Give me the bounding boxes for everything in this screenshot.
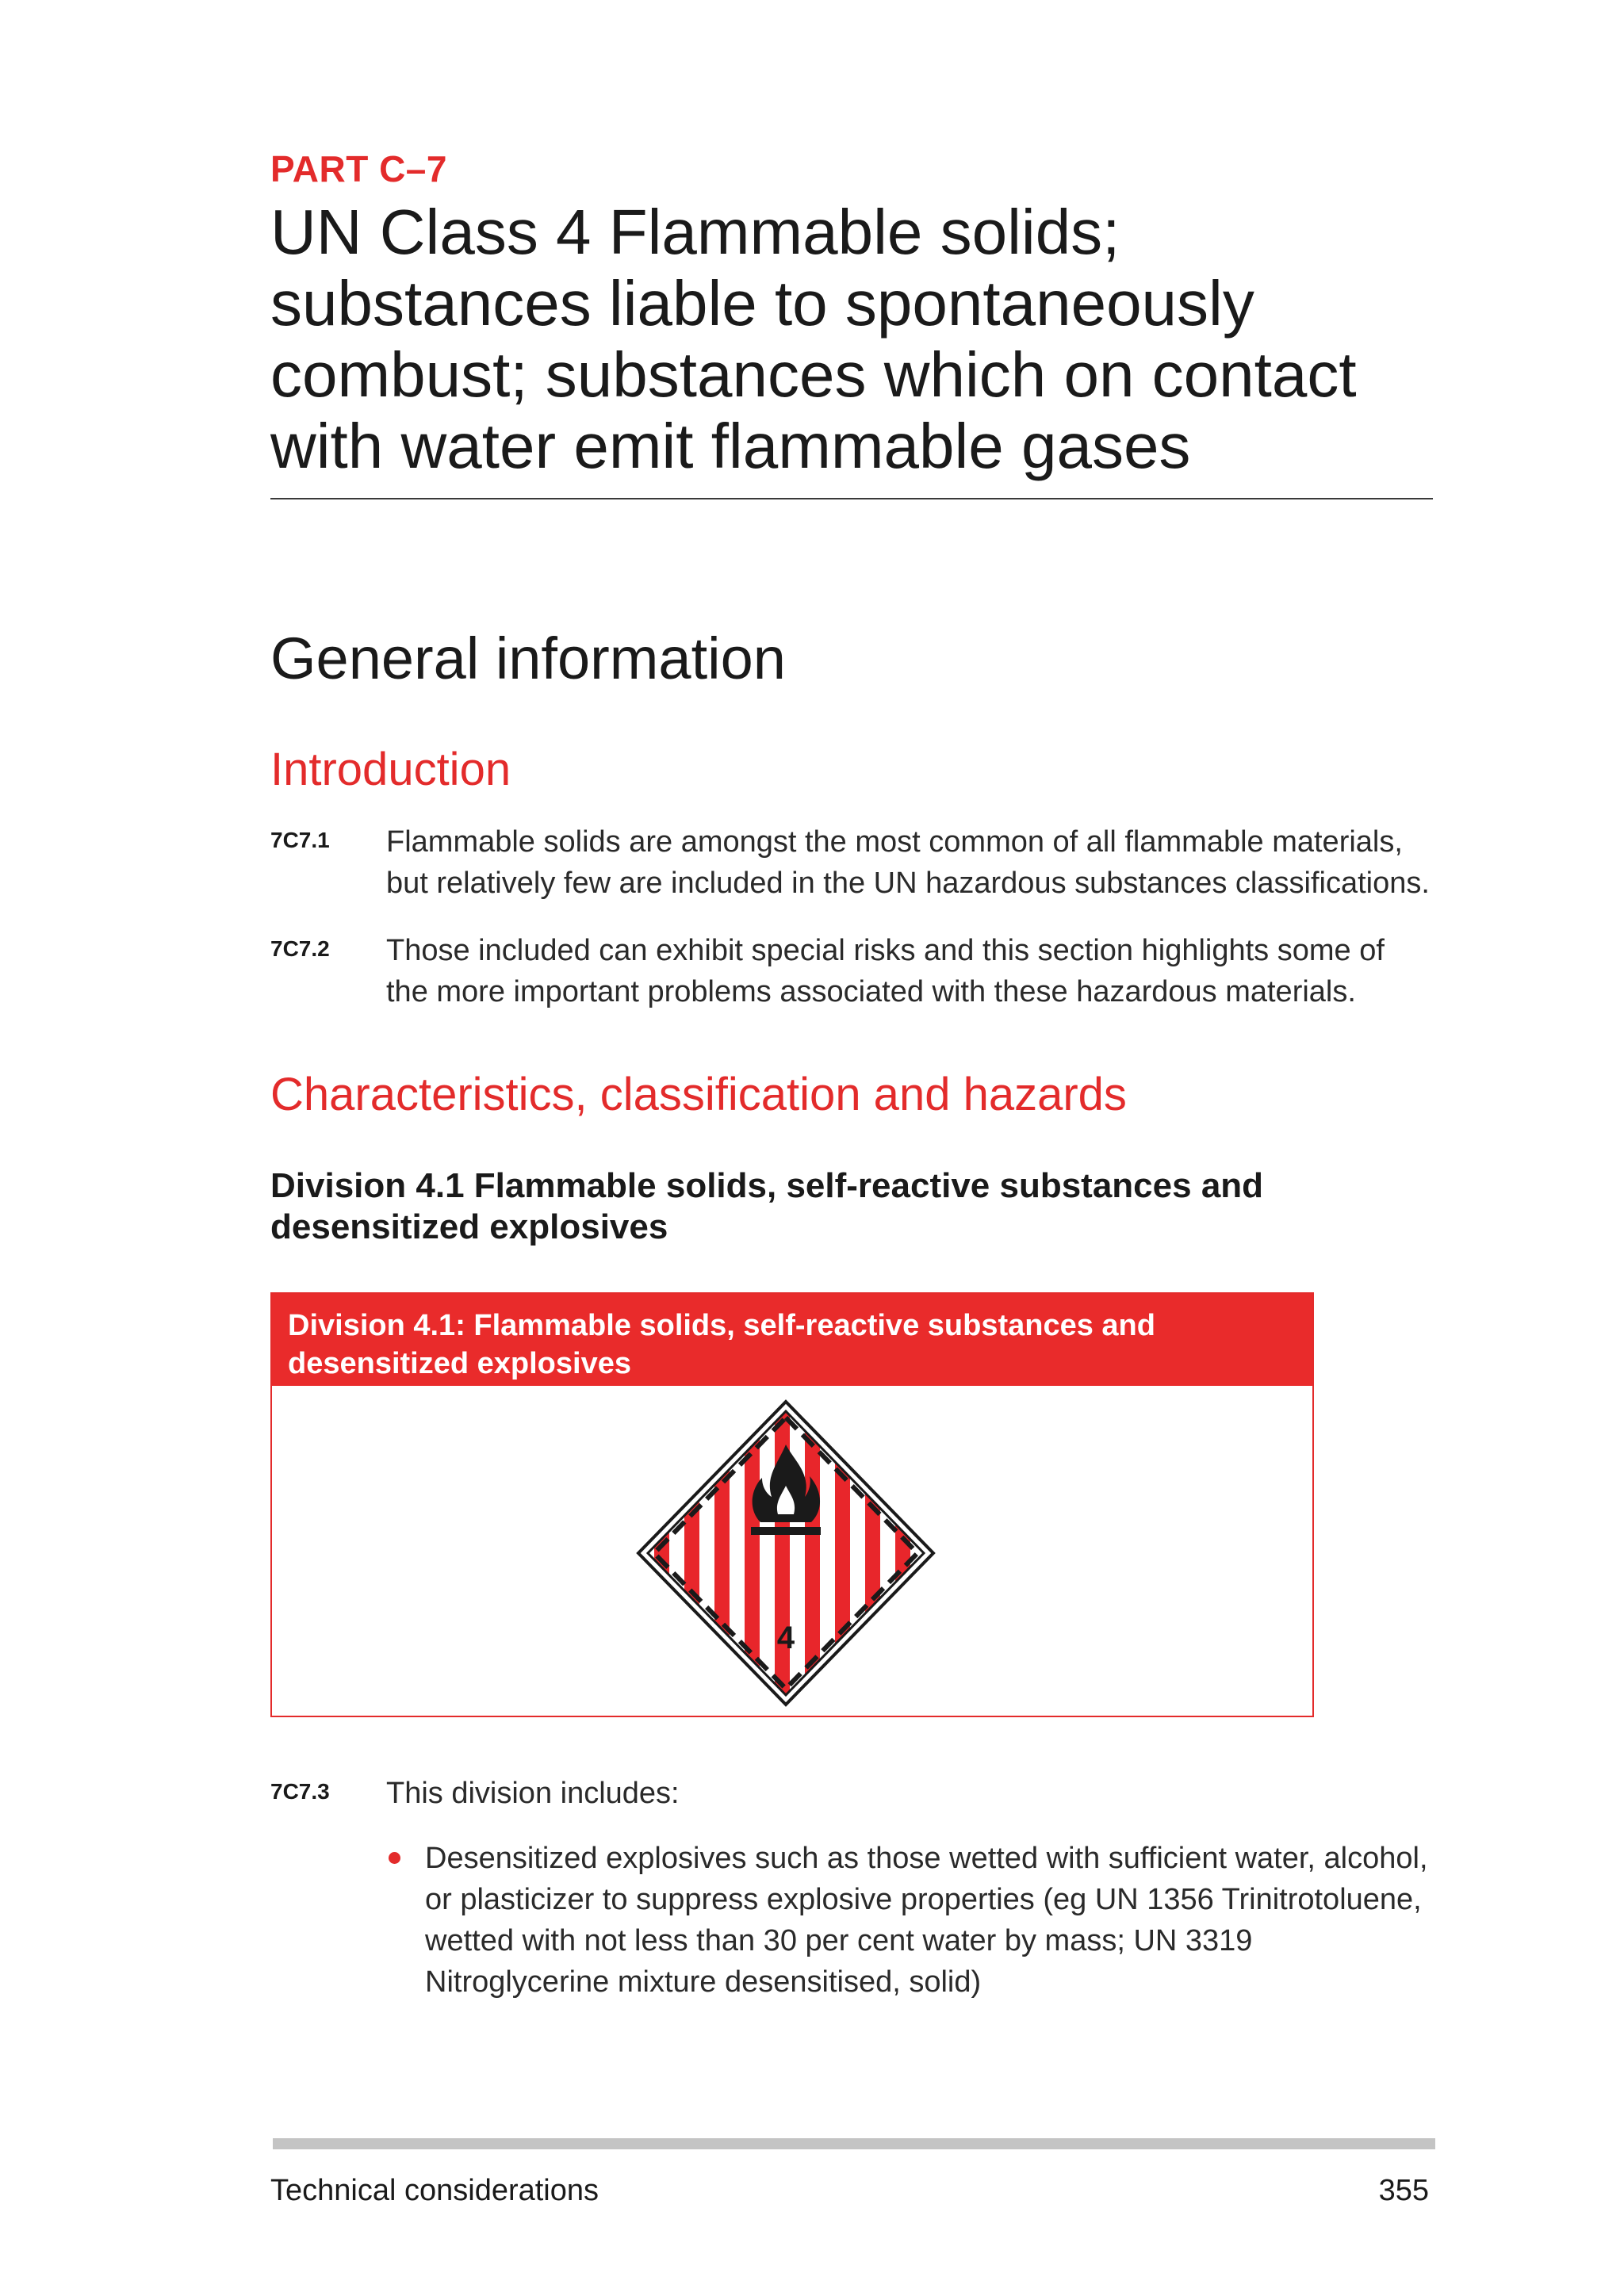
footer-divider: [273, 2138, 1435, 2149]
hazard-diamond-icon: [635, 1399, 936, 1708]
class-number: 4: [776, 1621, 795, 1655]
paragraph-number: 7C7.1: [270, 828, 330, 852]
part-label: PART C–7: [270, 148, 447, 189]
hazard-label-panel: [270, 1292, 1314, 1717]
panel-header: Division 4.1: Flammable solids, self-reactive substances and desensitized explosives: [272, 1294, 1312, 1386]
section-heading-general: General information: [270, 626, 786, 691]
subsection-heading-division-4-1: Division 4.1 Flammable solids, self-reactive substances and desensitized explosives: [270, 1166, 1264, 1246]
paragraph-number: 7C7.3: [270, 1779, 330, 1804]
title-divider: [270, 498, 1433, 499]
section-heading-introduction: Introduction: [270, 744, 511, 795]
paragraph-text: Flammable solids are amongst the most common of all flammable materials, but relatively few are included in the UN hazardous substances classifications.: [386, 825, 1430, 900]
section-heading-characteristics: Characteristics, classification and hazards: [270, 1069, 1127, 1120]
paragraph-text: Those included can exhibit special risks and this section highlights some of the more important problems associated with these hazardous materials.: [386, 934, 1385, 1008]
bullet-icon: [389, 1852, 400, 1864]
paragraph-number: 7C7.2: [270, 936, 330, 961]
page-number: 355: [1378, 2174, 1429, 2207]
page-title: UN Class 4 Flammable solids; substances liable to spontaneously combust; substances which on contact with water emit flammable gases: [270, 197, 1357, 481]
paragraph-text: This division includes:: [386, 1777, 680, 1810]
footer-section-name: Technical considerations: [270, 2174, 599, 2207]
list-item-text: Desensitized explosives such as those wetted with sufficient water, alcohol, or plasticizer to suppress explosive properties (eg UN 1356 Trinitrotoluene, wetted with not less than 30 per cent water by mass; UN 3319 Nitroglycerine mixture desensitised, solid): [425, 1842, 1428, 1999]
